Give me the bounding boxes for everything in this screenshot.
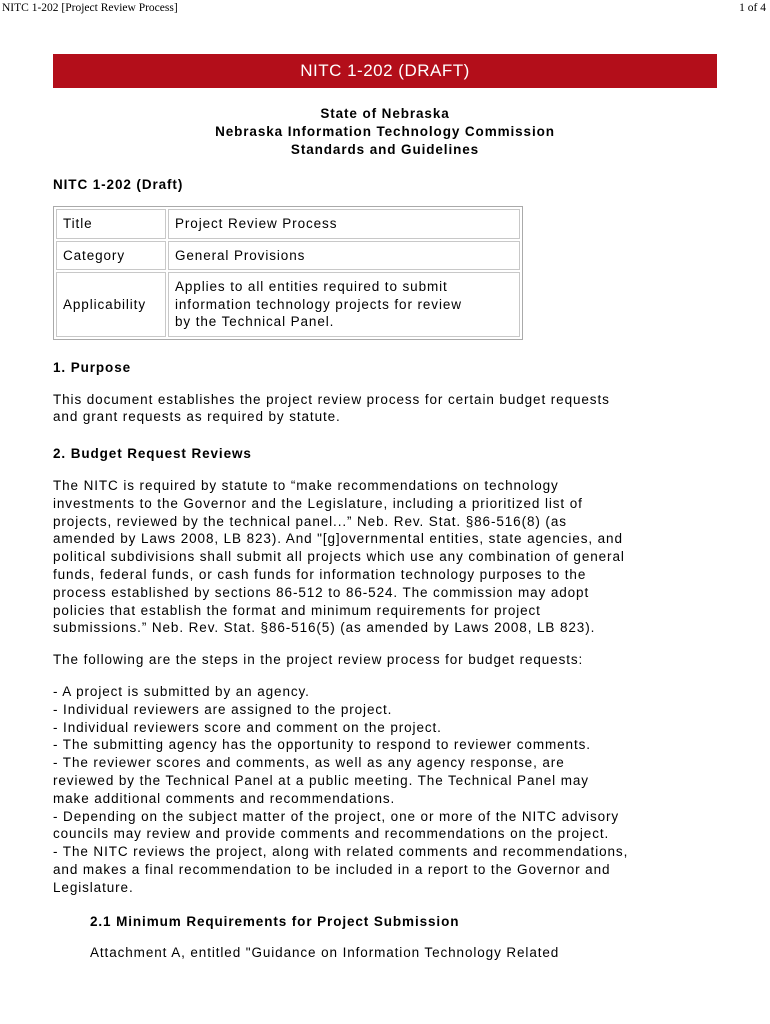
text-line: amended by Laws 2008, LB 823). And "[g]overnmental entities, state agencies, and: [53, 531, 623, 547]
table-value: Project Review Process: [168, 209, 520, 239]
text-line: process established by sections 86-512 to 86-524. The commission may adopt: [53, 584, 590, 600]
table-value: General Provisions: [168, 241, 520, 271]
list-item: - The submitting agency has the opportunity to respond to reviewer comments.: [53, 737, 591, 753]
text-line: The NITC is required by statute to “make recommendations on technology: [53, 478, 559, 494]
document-body: [53, 100, 717, 962]
table-key: Applicability: [56, 272, 166, 337]
text-line: This document establishes the project review process for certain budget requests: [53, 391, 610, 407]
print-header: [0, 2, 770, 18]
section-2-1-title: 2.1 Minimum Requirements for Project Submission: [90, 913, 460, 929]
page-count: 1 of 4: [739, 2, 766, 14]
text-line: funds, federal funds, or cash funds for information technology purposes to the: [53, 567, 587, 583]
document-heading: [53, 105, 717, 159]
text-line: and grant requests as required by statute.: [53, 409, 341, 425]
table-key: Category: [56, 241, 166, 271]
document-id: NITC 1-202 (Draft): [53, 177, 184, 192]
list-item: and makes a final recommendation to be included in a report to the Governor and: [53, 862, 611, 878]
table-row: [56, 241, 520, 271]
list-item: - Depending on the subject matter of the project, one or more of the NITC advisory: [53, 808, 620, 824]
section-1-body: [53, 391, 717, 427]
list-item: reviewed by the Technical Panel at a public meeting. The Technical Panel may: [53, 773, 589, 789]
section-2-title: 2. Budget Request Reviews: [53, 446, 252, 462]
list-item: Legislature.: [53, 879, 134, 895]
text-line: policies that establish the format and minimum requirements for project: [53, 602, 541, 618]
review-steps-list: [53, 683, 717, 897]
list-item: councils may review and provide comments and recommendations on the project.: [53, 826, 610, 842]
title-banner: NITC 1-202 (DRAFT): [53, 54, 717, 88]
heading-line-3: Standards and Guidelines: [290, 142, 480, 157]
text-line: political subdivisions shall submit all projects which use any combination of general: [53, 549, 625, 565]
list-item: - Individual reviewers score and comment on the project.: [53, 719, 442, 735]
list-item: - The NITC reviews the project, along with related comments and recommendations,: [53, 844, 629, 860]
table-key: Title: [56, 209, 166, 239]
section-1-title: 1. Purpose: [53, 359, 132, 375]
text-line: submissions.” Neb. Rev. Stat. §86-516(5) (as amended by Laws 2008, LB 823).: [53, 620, 596, 636]
list-item: - The reviewer scores and comments, as well as any agency response, are: [53, 755, 565, 771]
metadata-table: [53, 206, 523, 340]
text-line: investments to the Governor and the Legislature, including a prioritized list of: [53, 495, 583, 511]
text-line: projects, reviewed by the technical panel...” Neb. Rev. Stat. §86-516(8) (as: [53, 513, 567, 529]
section-2-1-body: Attachment A, entitled "Guidance on Information Technology Related: [90, 944, 560, 960]
table-row: [56, 272, 520, 337]
section-2-para-2: The following are the steps in the project review process for budget requests:: [53, 652, 584, 668]
list-item: - A project is submitted by an agency.: [53, 684, 310, 700]
list-item: make additional comments and recommendations.: [53, 790, 396, 806]
applicability-line: information technology projects for review: [175, 296, 462, 312]
section-2-para-1: [53, 477, 717, 637]
table-row: [56, 209, 520, 239]
table-value: [168, 272, 520, 337]
applicability-line: by the Technical Panel.: [175, 314, 335, 329]
print-header-title: NITC 1-202 [Project Review Process]: [2, 2, 178, 14]
heading-line-1: State of Nebraska: [320, 106, 450, 121]
list-item: - Individual reviewers are assigned to the project.: [53, 701, 393, 717]
applicability-line: Applies to all entities required to submit: [175, 279, 448, 294]
heading-line-2: Nebraska Information Technology Commission: [215, 124, 555, 139]
